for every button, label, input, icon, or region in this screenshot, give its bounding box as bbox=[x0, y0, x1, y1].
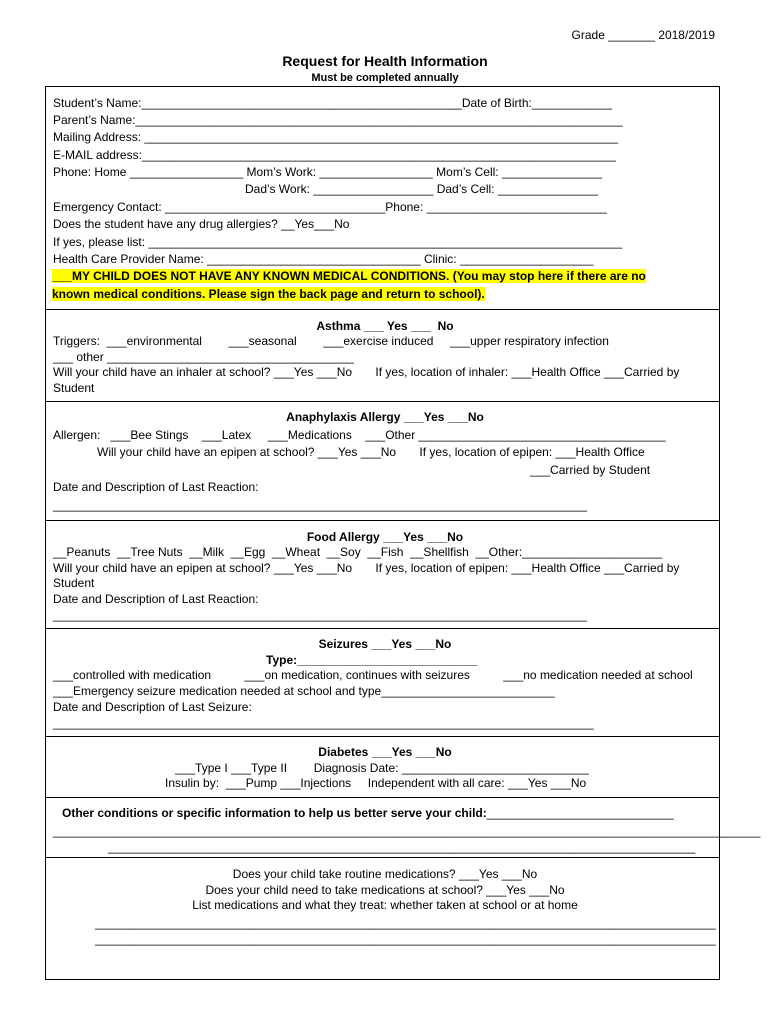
anaphylaxis-last-reaction-label: Date and Description of Last Reaction: bbox=[53, 480, 259, 494]
food-last-reaction-field[interactable]: ________________________________________________________________________________ bbox=[53, 608, 587, 622]
medications-list-field-2[interactable]: _____________________________________________________________________________________________ bbox=[95, 932, 716, 946]
diabetes-heading[interactable]: Diabetes ___Yes ___No bbox=[318, 745, 452, 759]
no-conditions-notice-line2: known medical conditions. Please sign the back page and return to school). bbox=[52, 287, 485, 301]
food-epipen-question[interactable]: Will your child have an epipen at school? ___Yes ___No If yes, location of epipen: ___Health Office ___Carried by bbox=[53, 561, 680, 575]
food-epipen-student[interactable]: Student bbox=[53, 576, 95, 590]
school-medications-question[interactable]: Does your child need to take medications at school? ___Yes ___No bbox=[205, 883, 565, 897]
food-last-reaction-label: Date and Description of Last Reaction: bbox=[53, 592, 259, 606]
other-conditions-heading: Other conditions or specific information to help us better serve your child: bbox=[62, 806, 487, 820]
routine-medications-question[interactable]: Does your child take routine medications? ___Yes ___No bbox=[232, 867, 538, 881]
anaphylaxis-heading[interactable]: Anaphylaxis Allergy ___Yes ___No bbox=[286, 410, 484, 424]
asthma-triggers[interactable]: Triggers: ___environmental ___seasonal ___exercise induced ___upper respiratory infection bbox=[53, 334, 609, 348]
asthma-inhaler-student[interactable]: Student bbox=[53, 381, 95, 395]
seizure-last-field[interactable]: _________________________________________________________________________________ bbox=[53, 716, 594, 730]
other-conditions-field[interactable]: __________________________________________________________________________________________________________ bbox=[53, 824, 761, 838]
asthma-other-field[interactable]: ___ other _____________________________________ bbox=[53, 350, 354, 364]
section-divider bbox=[45, 797, 720, 798]
list-medications-label: List medications and what they treat: whether taken at school or at home bbox=[192, 898, 578, 912]
page-title: Request for Health Information bbox=[282, 53, 488, 69]
seizure-emergency-med-field[interactable]: ___Emergency seizure medication needed at school and type__________________________ bbox=[53, 684, 555, 698]
medications-list-field[interactable]: _____________________________________________________________________________________________ bbox=[95, 916, 716, 930]
asthma-heading[interactable]: Asthma ___ Yes ___ No bbox=[316, 319, 454, 333]
seizure-medication-options[interactable]: ___controlled with medication ___on medication, continues with seizures ___no medication needed at school bbox=[53, 668, 693, 682]
drug-allergy-list-field[interactable]: If yes, please list: _______________________________________________________________________ bbox=[53, 235, 623, 249]
section-divider bbox=[45, 628, 720, 629]
drug-allergy-question[interactable]: Does the student have any drug allergies? __Yes___No bbox=[53, 217, 350, 231]
dad-phone-field[interactable]: Dad’s Work: __________________ Dad’s Cell: _______________ bbox=[245, 182, 598, 196]
grade-year-label: Grade _______ 2018/2019 bbox=[571, 28, 715, 42]
phone-field[interactable]: Phone: Home _________________ Mom’s Work: _________________ Mom’s Cell: _______________ bbox=[53, 165, 603, 179]
section-divider bbox=[45, 520, 720, 521]
anaphylaxis-epipen-carried[interactable]: ___Carried by Student bbox=[530, 463, 651, 477]
student-name-field[interactable]: Student’s Name:________________________________________________Date of Birth:____________ bbox=[53, 96, 612, 110]
diabetes-type-field[interactable]: ___Type I ___Type II Diagnosis Date: ____________________________ bbox=[175, 761, 589, 775]
section-divider bbox=[45, 309, 720, 310]
mailing-address-field[interactable]: Mailing Address: _______________________________________________________________________ bbox=[53, 130, 619, 144]
email-field[interactable]: E-MAIL address:_______________________________________________________________________ bbox=[53, 148, 616, 162]
anaphylaxis-epipen-question[interactable]: Will your child have an epipen at school? ___Yes ___No If yes, location of epipen: ___Health Office bbox=[97, 445, 645, 459]
food-allergy-heading[interactable]: Food Allergy ___Yes ___No bbox=[306, 530, 464, 544]
asthma-inhaler-question[interactable]: Will your child have an inhaler at school? ___Yes ___No If yes, location of inhaler: ___Health Office ___Carried by bbox=[53, 365, 680, 379]
no-conditions-notice-line1[interactable]: ___MY CHILD DOES NOT HAVE ANY KNOWN MEDICAL CONDITIONS. (You may stop here if there are no bbox=[52, 269, 646, 283]
seizures-heading[interactable]: Seizures ___Yes ___No bbox=[318, 637, 452, 651]
emergency-contact-field[interactable]: Emergency Contact: _________________________________Phone: ___________________________ bbox=[53, 200, 607, 214]
anaphylaxis-last-reaction-field[interactable]: ________________________________________________________________________________ bbox=[53, 498, 587, 512]
other-conditions-field-2[interactable]: ________________________________________________________________________________________ bbox=[108, 840, 696, 854]
allergen-options[interactable]: Allergen: ___Bee Stings ___Latex ___Medications ___Other _____________________________________ bbox=[53, 428, 666, 442]
section-divider bbox=[45, 857, 720, 858]
section-divider bbox=[45, 401, 720, 402]
other-conditions-blank[interactable]: ____________________________ bbox=[486, 806, 674, 820]
seizure-last-label: Date and Description of Last Seizure: bbox=[53, 700, 252, 714]
seizure-type-field[interactable]: Type:___________________________ bbox=[266, 653, 478, 667]
parent-name-field[interactable]: Parent’s Name:_________________________________________________________________________ bbox=[53, 113, 623, 127]
health-provider-field[interactable]: Health Care Provider Name: ________________________________ Clinic: ____________________ bbox=[53, 252, 594, 266]
page-subtitle: Must be completed annually bbox=[311, 72, 459, 84]
food-allergy-options[interactable]: __Peanuts __Tree Nuts __Milk __Egg __Wheat __Soy __Fish __Shellfish __Other:_____________________ bbox=[53, 545, 663, 559]
section-divider bbox=[45, 736, 720, 737]
insulin-options[interactable]: Insulin by: ___Pump ___Injections Independent with all care: ___Yes ___No bbox=[165, 776, 587, 790]
